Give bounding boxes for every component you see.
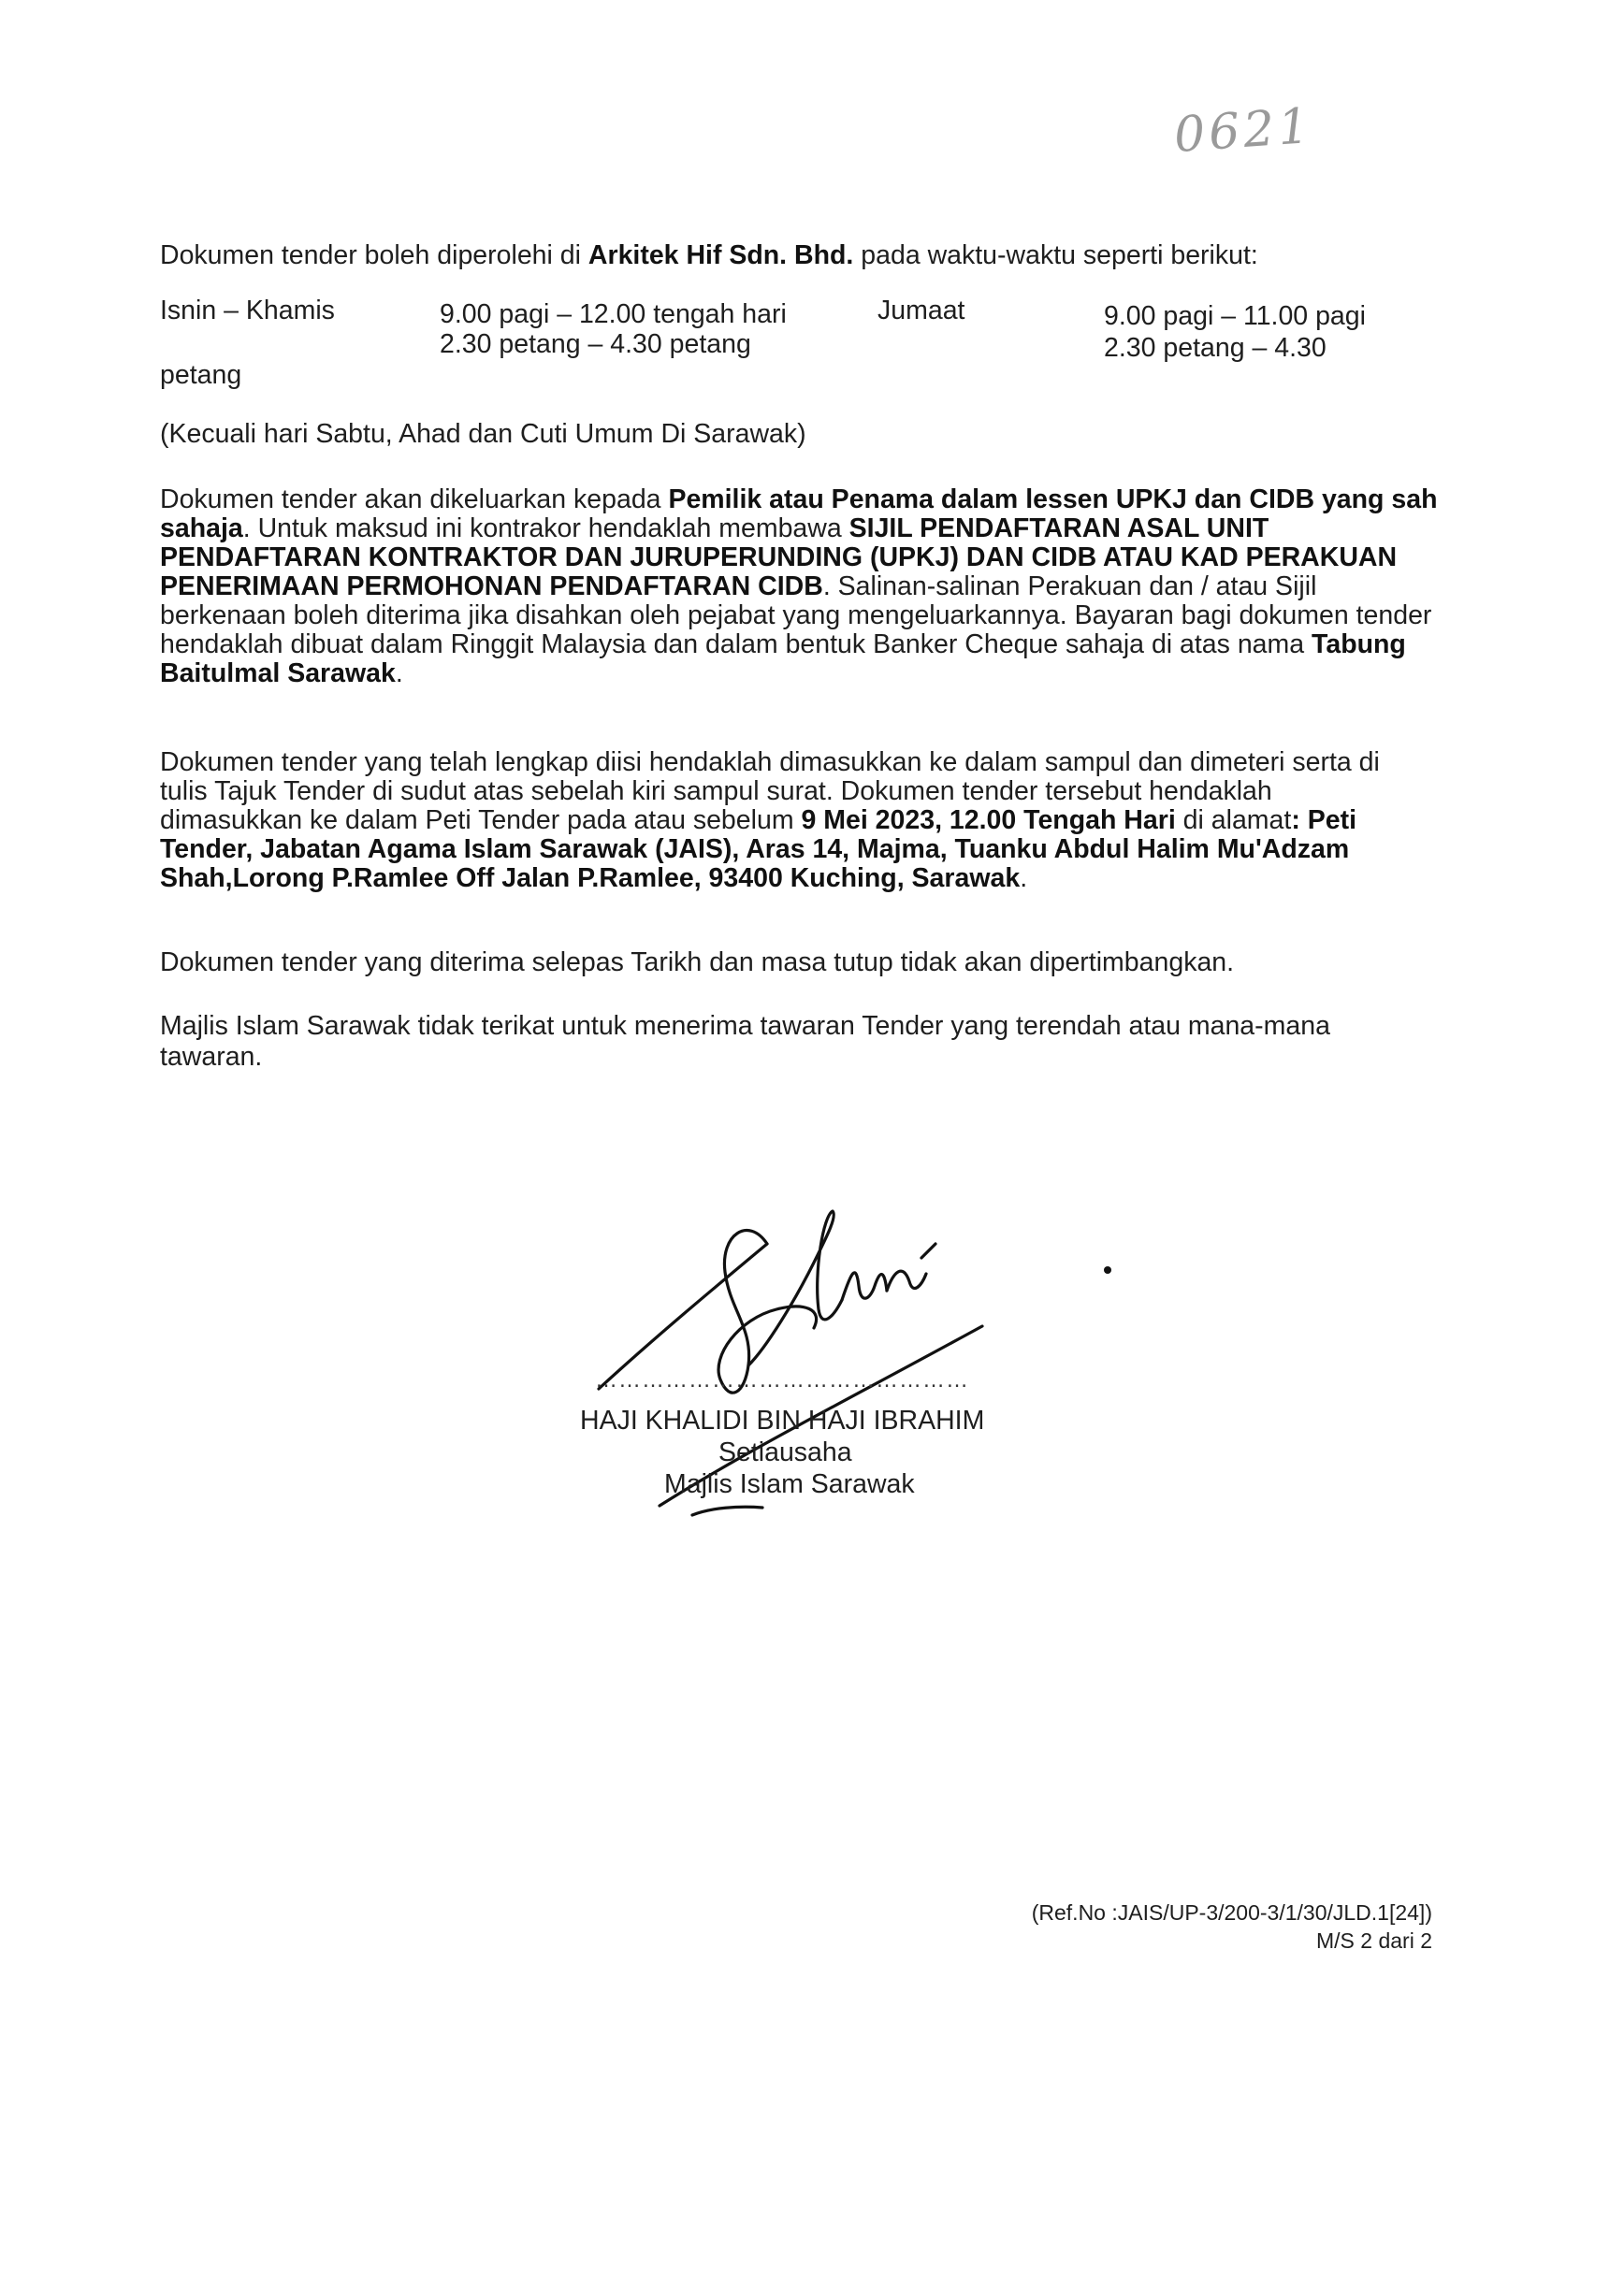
schedule-weekday-afternoon: 2.30 petang – 4.30 petang — [440, 329, 751, 359]
signatory-title: Setiausaha — [718, 1437, 852, 1467]
schedule-days-friday: Jumaat — [877, 296, 965, 325]
reference-number: (Ref.No :JAIS/UP-3/200-3/1/30/JLD.1[24]) — [1031, 1900, 1432, 1925]
submission-paragraph: Dokumen tender yang telah lengkap diisi hendaklah dimasukkan ke dalam sampul dan dimeteri serta di tulis Tajuk Tender di sudut atas sebelah kiri sampul surat. Dokumen tender tersebut hendaklah dimasukkan ke dalam Peti Tender pada atau sebelum 9 Mei 2023, 12.00 Tengah Hari di alamat: Peti Tender, Jabatan Agama Islam Sarawak (JAIS), Aras 14, Majma, Tuanku Abdul Halim Mu'Adzam Shah,Lorong P.Ramlee Off Jalan P.Ramlee, 93400 Kuching, Sarawak. — [160, 747, 1380, 893]
signature-line: ………………………………………… — [595, 1367, 969, 1393]
schedule-friday-morning: 9.00 pagi – 11.00 pagi — [1104, 301, 1366, 331]
schedule-friday-afternoon: 2.30 petang – 4.30 — [1104, 333, 1327, 363]
company-name: Arkitek Hif Sdn. Bhd. — [587, 240, 854, 270]
handwritten-note: 0621 — [1172, 97, 1315, 165]
disclaimer-paragraph: Majlis Islam Sarawak tidak terikat untuk menerima tawaran Tender yang terendah atau mana-mana tawaran. — [160, 1011, 1330, 1072]
page-number: M/S 2 dari 2 — [1316, 1928, 1432, 1953]
signatory-organisation: Majlis Islam Sarawak — [664, 1469, 915, 1499]
exception-note: (Kecuali hari Sabtu, Ahad dan Cuti Umum Di Sarawak) — [160, 419, 806, 449]
intro-paragraph: Dokumen tender boleh diperolehi di Arkitek Hif Sdn. Bhd. pada waktu-waktu seperti berikut: — [160, 240, 1258, 270]
footer-reference — [1032, 1899, 1432, 1955]
signatory-name: HAJI KHALIDI BIN HAJI IBRAHIM — [580, 1406, 985, 1436]
schedule-weekday-morning: 9.00 pagi – 12.00 tengah hari — [440, 299, 787, 329]
eligibility-paragraph: Dokumen tender akan dikeluarkan kepada Pemilik atau Penama dalam lessen UPKJ dan CIDB yang sah sahaja. Untuk maksud ini kontrakor hendaklah membawa SIJIL PENDAFTARAN ASAL UNIT PENDAFTARAN KONTRAKTOR DAN JURUPERUNDING (UPKJ) DAN CIDB ATAU KAD PERAKUAN PENERIMAAN PERMOHONAN PENDAFTARAN CIDB. Salinan-salinan Perakuan dan / atau Sijil berkenaan boleh diterima jika disahkan oleh pejabat yang mengeluarkannya. Bayaran bagi dokumen tender hendaklah dibuat dalam Ringgit Malaysia dan dalam bentuk Banker Cheque sahaja di atas nama Tabung Baitulmal Sarawak. — [160, 484, 1438, 688]
schedule-overflow: petang — [160, 360, 242, 390]
late-submission-paragraph: Dokumen tender yang diterima selepas Tarikh dan masa tutup tidak akan dipertimbangkan. — [160, 947, 1235, 977]
schedule-days-weekday: Isnin – Khamis — [160, 296, 335, 325]
